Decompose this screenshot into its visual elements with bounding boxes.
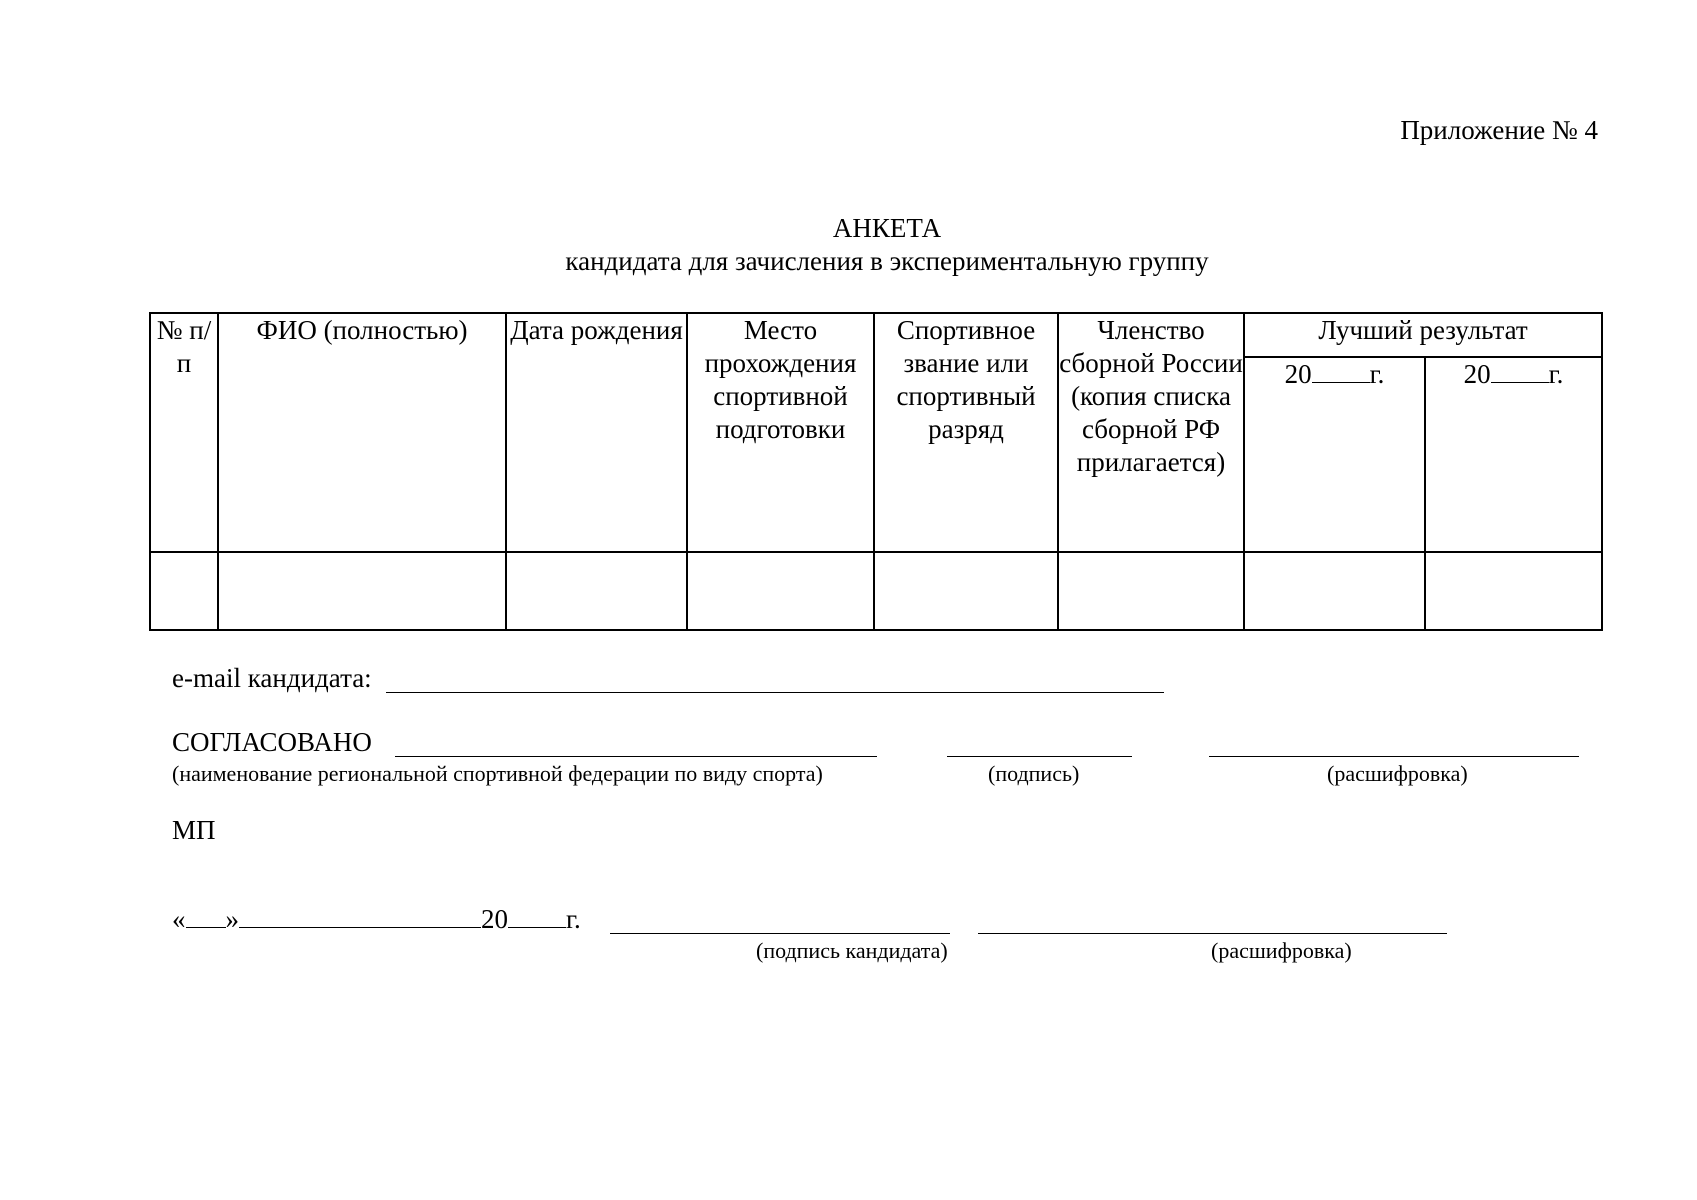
cell-birth-date[interactable] [506, 552, 687, 630]
candidate-table [149, 312, 1603, 631]
year-2-suffix: г. [1548, 359, 1564, 389]
date-year-field[interactable] [508, 903, 566, 928]
cell-number[interactable] [150, 552, 218, 630]
table-row [150, 552, 1602, 630]
cell-national-team[interactable] [1058, 552, 1244, 630]
table-header-row [150, 313, 1602, 357]
stamp-label: МП [172, 815, 216, 845]
email-label: e-mail кандидата: [172, 663, 372, 693]
date-month-field[interactable] [239, 903, 481, 928]
header-number: № п/п [150, 313, 218, 552]
header-year-2 [1425, 357, 1602, 552]
year-1-suffix: г. [1369, 359, 1385, 389]
header-year-1 [1244, 357, 1425, 552]
header-national-team: Членство сборной России (копия списка сборной РФ прилагается) [1058, 313, 1244, 552]
federation-decryption-field[interactable] [1209, 756, 1579, 757]
form-subtitle: кандидата для зачисления в экспериментальную группу [565, 246, 1209, 276]
date-close-quote: » [225, 904, 239, 934]
candidate-decryption-caption: (расшифровка) [1211, 938, 1352, 963]
form-title: АНКЕТА [832, 213, 942, 243]
cell-sport-rank[interactable] [874, 552, 1058, 630]
date-year-prefix: 20 [481, 904, 508, 934]
cell-result-year-2[interactable] [1425, 552, 1602, 630]
year-1-prefix: 20 [1284, 359, 1312, 389]
header-training-place: Место прохождения спортивной подготовки [687, 313, 874, 552]
header-birth-date: Дата рождения [506, 313, 687, 552]
cell-training-place[interactable] [687, 552, 874, 630]
date-open-quote: « [172, 904, 186, 934]
candidate-signature-caption: (подпись кандидата) [756, 938, 948, 963]
federation-signature-field[interactable] [947, 756, 1132, 757]
date-day-field[interactable] [186, 903, 226, 928]
cell-result-year-1[interactable] [1244, 552, 1425, 630]
federation-field[interactable] [395, 756, 877, 757]
email-field[interactable] [386, 692, 1164, 693]
candidate-decryption-field[interactable] [978, 933, 1447, 934]
header-full-name: ФИО (полностью) [218, 313, 506, 552]
date-line [172, 903, 581, 935]
signature-caption: (подпись) [988, 761, 1080, 786]
appendix-number: Приложение № 4 [1400, 115, 1598, 145]
header-best-result: Лучший результат [1244, 313, 1602, 357]
header-sport-rank: Спортивное звание или спортивный разряд [874, 313, 1058, 552]
cell-full-name[interactable] [218, 552, 506, 630]
date-year-suffix: г. [566, 904, 581, 934]
candidate-signature-field[interactable] [610, 933, 950, 934]
year-2-prefix: 20 [1463, 359, 1491, 389]
federation-caption: (наименование региональной спортивной федерации по виду спорта) [172, 761, 823, 786]
decryption-caption: (расшифровка) [1327, 761, 1468, 786]
approved-label: СОГЛАСОВАНО [172, 727, 372, 757]
